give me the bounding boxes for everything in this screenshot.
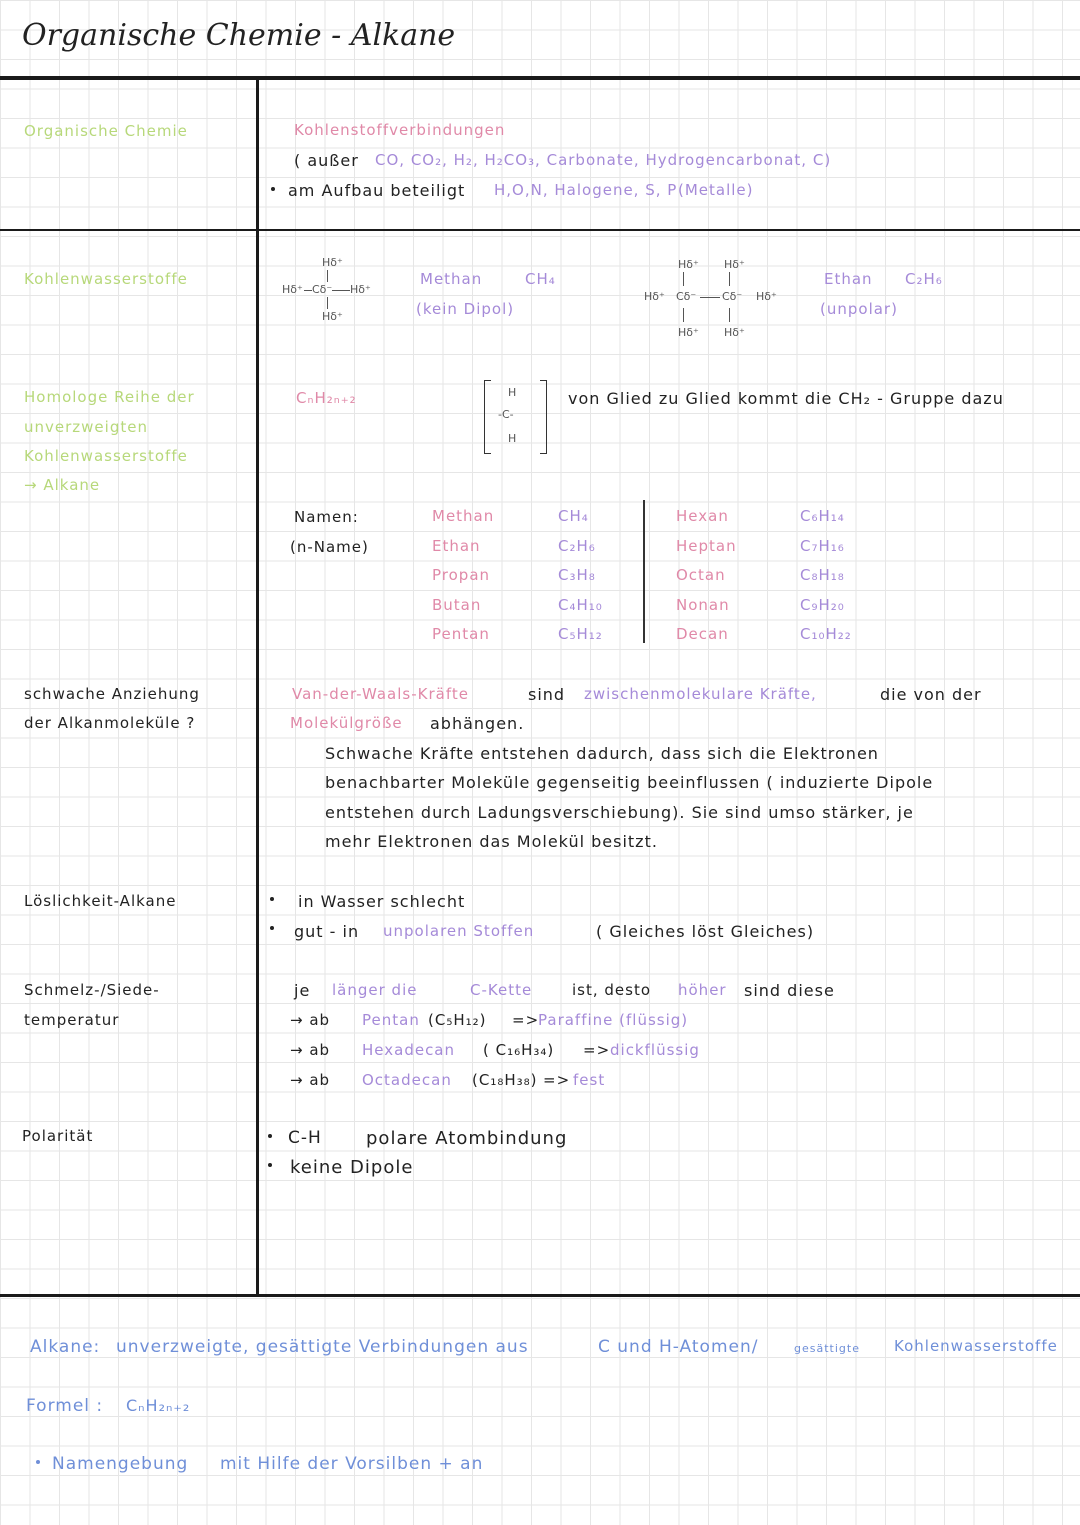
oc-line2b: CO, CO₂, H₂, H₂CO₃, Carbonate, Hydrogencarbonat, C) — [375, 151, 832, 169]
temp-je: je — [294, 981, 311, 1000]
footer-alkane: Alkane: — [30, 1337, 101, 1357]
methan-name: Methan — [420, 270, 483, 288]
label-anziehung-1: schwache Anziehung — [24, 685, 200, 703]
temp-row-formula: (C₁₈H₃₈) — [472, 1071, 538, 1089]
oc-line2a: ( außer — [294, 151, 359, 170]
homologe-description: von Glied zu Glied kommt die CH₂ - Gruppe dazu — [568, 389, 1004, 408]
oc-line3c: (Metalle) — [678, 181, 754, 199]
ethan-c2: Cδ⁻ — [722, 290, 743, 303]
label-homologe-reihe-2: unverzweigten — [24, 418, 148, 436]
methan-formula: CH₄ — [525, 270, 556, 288]
alkane-formula: C₅H₁₂ — [558, 625, 603, 643]
bracket-left — [484, 380, 491, 454]
bond — [700, 297, 720, 298]
vdw-line3: Schwache Kräfte entstehen dadurch, dass sich die Elektronen — [325, 744, 879, 763]
bond — [683, 308, 684, 322]
bullet — [268, 1134, 272, 1138]
temp-ist-desto: ist, desto — [572, 981, 652, 999]
label-organische-chemie: Organische Chemie — [24, 122, 188, 140]
namen-label-1: Namen: — [294, 508, 359, 526]
temp-row-formula: (C₅H₁₂) — [428, 1011, 487, 1029]
vdw-molekuelgroesse: Molekülgröße — [290, 714, 403, 732]
temp-row-prefix: → ab — [290, 1071, 331, 1089]
methan-h-top: Hδ⁺ — [322, 256, 343, 269]
alkane-name: Methan — [432, 507, 495, 525]
loes-line2c: ( Gleiches löst Gleiches) — [596, 922, 815, 941]
methan-c: Cδ⁻ — [312, 283, 333, 296]
pol-ch: C-H — [288, 1128, 322, 1148]
alkane-name: Hexan — [676, 507, 729, 525]
alkane-name: Decan — [676, 625, 729, 643]
alkane-name: Pentan — [432, 625, 490, 643]
loes-line2a: gut - in — [294, 922, 360, 941]
footer-definition: unverzweigte, gesättigte Verbindungen aus — [116, 1337, 529, 1357]
alkane-formula: C₉H₂₀ — [800, 595, 845, 614]
names-divider — [643, 500, 645, 643]
bullet — [270, 926, 274, 930]
footer-gesaettigte: gesättigte — [794, 1342, 860, 1355]
methan-h-left: Hδ⁺ — [282, 283, 303, 296]
footer-atoms: C und H-Atomen/ — [598, 1337, 759, 1357]
oc-line3a: am Aufbau beteiligt — [288, 181, 466, 200]
methan-h-bottom: Hδ⁺ — [322, 310, 343, 323]
loes-line2b: unpolaren Stoffen — [383, 922, 535, 940]
ethan-formula: C₂H₆ — [905, 270, 943, 288]
alkane-name: Octan — [676, 566, 726, 584]
temp-row-name: Octadecan — [362, 1071, 452, 1089]
alkane-formula: CH₄ — [558, 507, 589, 525]
label-homologe-reihe-3: Kohlenwasserstoffe — [24, 447, 188, 465]
bottom-rule — [0, 1294, 1080, 1297]
temp-hoeher: höher — [678, 981, 727, 999]
temp-row-name: Hexadecan — [362, 1041, 456, 1059]
bond — [327, 297, 328, 309]
unit-c: -C- — [498, 408, 514, 421]
ethan-h-top2: Hδ⁺ — [724, 258, 745, 271]
label-loeslichkeit: Löslichkeit-Alkane — [24, 892, 177, 910]
alkane-name: Butan — [432, 595, 482, 614]
ethan-h-top1: Hδ⁺ — [678, 258, 699, 271]
page-title: Organische Chemie - Alkane — [22, 18, 456, 53]
ethan-note: (unpolar) — [820, 300, 898, 318]
temp-row-prefix: → ab — [290, 1011, 331, 1029]
ethan-h-left: Hδ⁺ — [644, 290, 665, 303]
label-temperatur-1: Schmelz-/Siede- — [24, 981, 160, 999]
temp-row-result: fest — [573, 1071, 606, 1089]
vdw-sind: sind — [528, 685, 566, 704]
alkane-name: Heptan — [676, 536, 737, 555]
vdw-zwischenmolekular: zwischenmolekulare Kräfte, — [584, 685, 817, 703]
bond — [304, 290, 312, 291]
alkane-formula: C₆H₁₄ — [800, 507, 845, 525]
vdw-line5: entstehen durch Ladungsverschiebung). Sie sind umso stärker, je — [325, 803, 914, 822]
bond — [683, 272, 684, 286]
footer-vorsilben: mit Hilfe der Vorsilben + an — [220, 1454, 484, 1474]
alkane-name: Ethan — [432, 536, 481, 555]
pol-keine-dipole: keine Dipole — [290, 1157, 414, 1178]
alkane-name: Nonan — [676, 595, 730, 614]
ethan-h-bottom1: Hδ⁺ — [678, 326, 699, 339]
temp-laenger: länger die — [332, 981, 418, 999]
ethan-h-bottom2: Hδ⁺ — [724, 326, 745, 339]
top-rule — [0, 76, 1080, 80]
temp-row-arrow: => — [512, 1011, 540, 1029]
label-polaritaet: Polarität — [22, 1127, 94, 1145]
temp-row-arrow: => — [583, 1041, 611, 1059]
temp-row-prefix: → ab — [290, 1041, 331, 1059]
label-homologe-reihe-1: Homologe Reihe der — [24, 388, 195, 406]
bond — [332, 290, 350, 291]
vdw-line6: mehr Elektronen das Molekül besitzt. — [325, 832, 658, 851]
temp-sind-diese: sind diese — [744, 981, 835, 1000]
label-homologe-reihe-4: → Alkane — [24, 476, 101, 494]
label-anziehung-2: der Alkanmoleküle ? — [24, 714, 196, 732]
bullet — [271, 187, 275, 191]
bond — [327, 270, 328, 282]
pol-polare-atombindung: polare Atombindung — [366, 1128, 568, 1149]
alkane-formula: C₃H₈ — [558, 566, 596, 584]
temp-row-name: Pentan — [362, 1011, 420, 1029]
bullet — [36, 1460, 40, 1464]
temp-row-formula: ( C₁₆H₃₄) — [483, 1041, 555, 1059]
temp-row-result: Paraffine (flüssig) — [538, 1011, 689, 1029]
ethan-h-right: Hδ⁺ — [756, 290, 777, 303]
bracket-right — [540, 380, 547, 454]
temp-row-result: dickflüssig — [610, 1041, 700, 1059]
alkane-formula: C₁₀H₂₂ — [800, 625, 852, 643]
ethan-name: Ethan — [824, 270, 873, 288]
oc-line1: Kohlenstoffverbindungen — [294, 121, 506, 139]
ethan-c1: Cδ⁻ — [676, 290, 697, 303]
section-divider-1 — [0, 229, 1080, 231]
temp-row-arrow: => — [543, 1071, 571, 1089]
bullet — [268, 1163, 272, 1167]
footer-formel-label: Formel : — [26, 1396, 104, 1416]
alkane-formula: C₈H₁₈ — [800, 566, 845, 584]
footer-formel: CₙH₂ₙ₊₂ — [126, 1396, 191, 1415]
methan-h-right: Hδ⁺ — [350, 283, 371, 296]
column-divider — [256, 78, 259, 1296]
bond — [729, 272, 730, 286]
label-temperatur-2: temperatur — [24, 1011, 120, 1029]
bullet — [270, 897, 274, 901]
vdw-die-von: die von der — [880, 685, 982, 704]
temp-c-kette: C-Kette — [470, 981, 533, 999]
bond — [729, 308, 730, 322]
loes-line1: in Wasser schlecht — [298, 892, 466, 911]
footer-namengebung: Namengebung — [52, 1454, 189, 1474]
methan-note: (kein Dipol) — [416, 300, 515, 318]
unit-h-top: H — [508, 386, 517, 399]
alkane-formula: C₄H₁₀ — [558, 595, 603, 614]
alkane-formula: C₂H₆ — [558, 536, 596, 555]
vdw-abhaengen: abhängen. — [430, 714, 525, 733]
footer-kohlenwasserstoffe: Kohlenwasserstoffe — [894, 1337, 1058, 1355]
unit-h-bottom: H — [508, 432, 517, 445]
label-kohlenwasserstoffe: Kohlenwasserstoffe — [24, 270, 188, 288]
vdw-line4: benachbarter Moleküle gegenseitig beeinflussen ( induzierte Dipole — [325, 773, 934, 792]
namen-label-2: (n-Name) — [290, 538, 369, 556]
oc-line3b: H,O,N, Halogene, S, P — [494, 181, 678, 199]
alkane-formula: C₇H₁₆ — [800, 536, 845, 555]
alkane-name: Propan — [432, 566, 491, 584]
homologe-formula: CₙH₂ₙ₊₂ — [296, 389, 357, 407]
vdw-term: Van-der-Waals-Kräfte — [292, 685, 469, 703]
